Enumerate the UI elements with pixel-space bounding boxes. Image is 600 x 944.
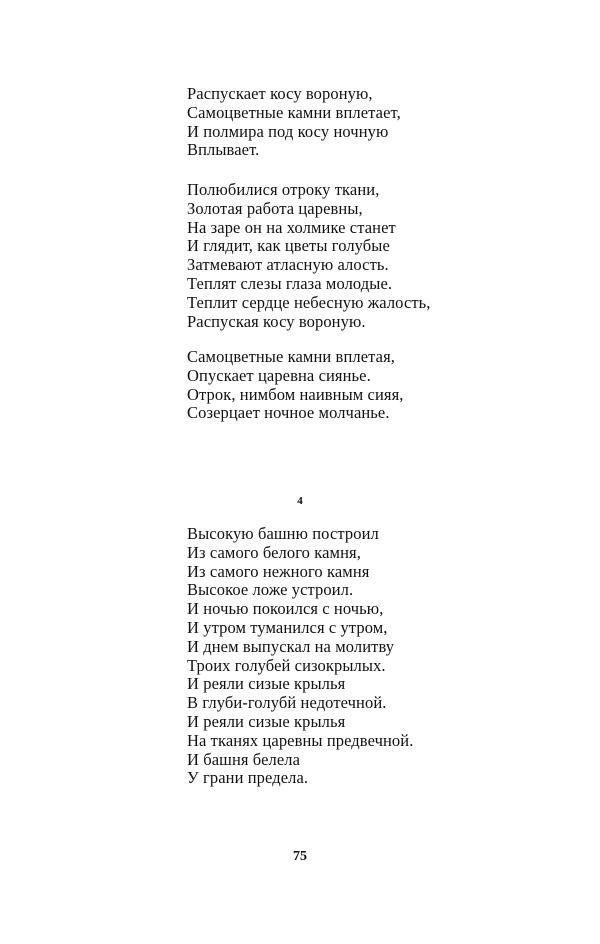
poem-line: У грани предела. (187, 768, 309, 788)
poem-line: Из самого белого камня, (187, 542, 361, 562)
poem-line: И днем выпускал на молитву (187, 636, 395, 656)
poem-line: Троих голубей сизокрылых. (187, 655, 386, 675)
poem-line: И реяли сизые крылья (187, 674, 346, 694)
poem-line: И глядит, как цветы голубые (187, 236, 390, 256)
poem-line: Вплывает. (187, 140, 260, 160)
page-number: 75 (293, 849, 307, 864)
poem-line: Самоцветные камни вплетая, (187, 347, 395, 366)
poem-line: Высокое ложе устроил. (187, 580, 354, 600)
stanza-3 (187, 348, 404, 423)
poem-line: И полмира под косу ночную (187, 121, 389, 141)
poem-line: Созерцает ночное молчанье. (187, 403, 390, 423)
poem-line: Распускает косу вороную, (187, 84, 373, 103)
poem-line: Из самого нежного камня (187, 561, 370, 581)
poem-line: На тканях царевны предвечной. (187, 730, 414, 750)
stanza-2 (187, 181, 431, 331)
poem-line: И утром туманился с утром, (187, 617, 388, 637)
poem-line: И ночью покоился с ночью, (187, 599, 384, 619)
section-number: 4 (297, 495, 303, 507)
poem-line: И реяли сизые крылья (187, 711, 346, 731)
poem-line: Высокую башню построил (187, 524, 379, 543)
poem-line: Золотая работа царевны, (187, 198, 363, 218)
poem-line: Опускает царевна сиянье. (187, 365, 371, 385)
poem-line: Затмевают атласную алость. (187, 255, 389, 275)
poem-line: В глуби-голубй недотечной. (187, 693, 387, 713)
poem-line: Полюбилися отроку ткани, (187, 180, 380, 199)
section-4-stanza (187, 525, 413, 788)
poem-line: Отрок, нимбом наивным сияя, (187, 384, 404, 404)
poem-line: На заре он на холмике станет (187, 217, 396, 237)
poem-line: Теплят слезы глаза молодые. (187, 273, 393, 293)
poem-line: Теплит сердце небесную жалость, (187, 292, 431, 312)
stanza-1 (187, 85, 401, 160)
poem-line: Самоцветные камни вплетает, (187, 102, 401, 122)
poem-line: Распуская косу вороную. (187, 311, 366, 331)
poem-line: И башня белела (187, 749, 301, 769)
